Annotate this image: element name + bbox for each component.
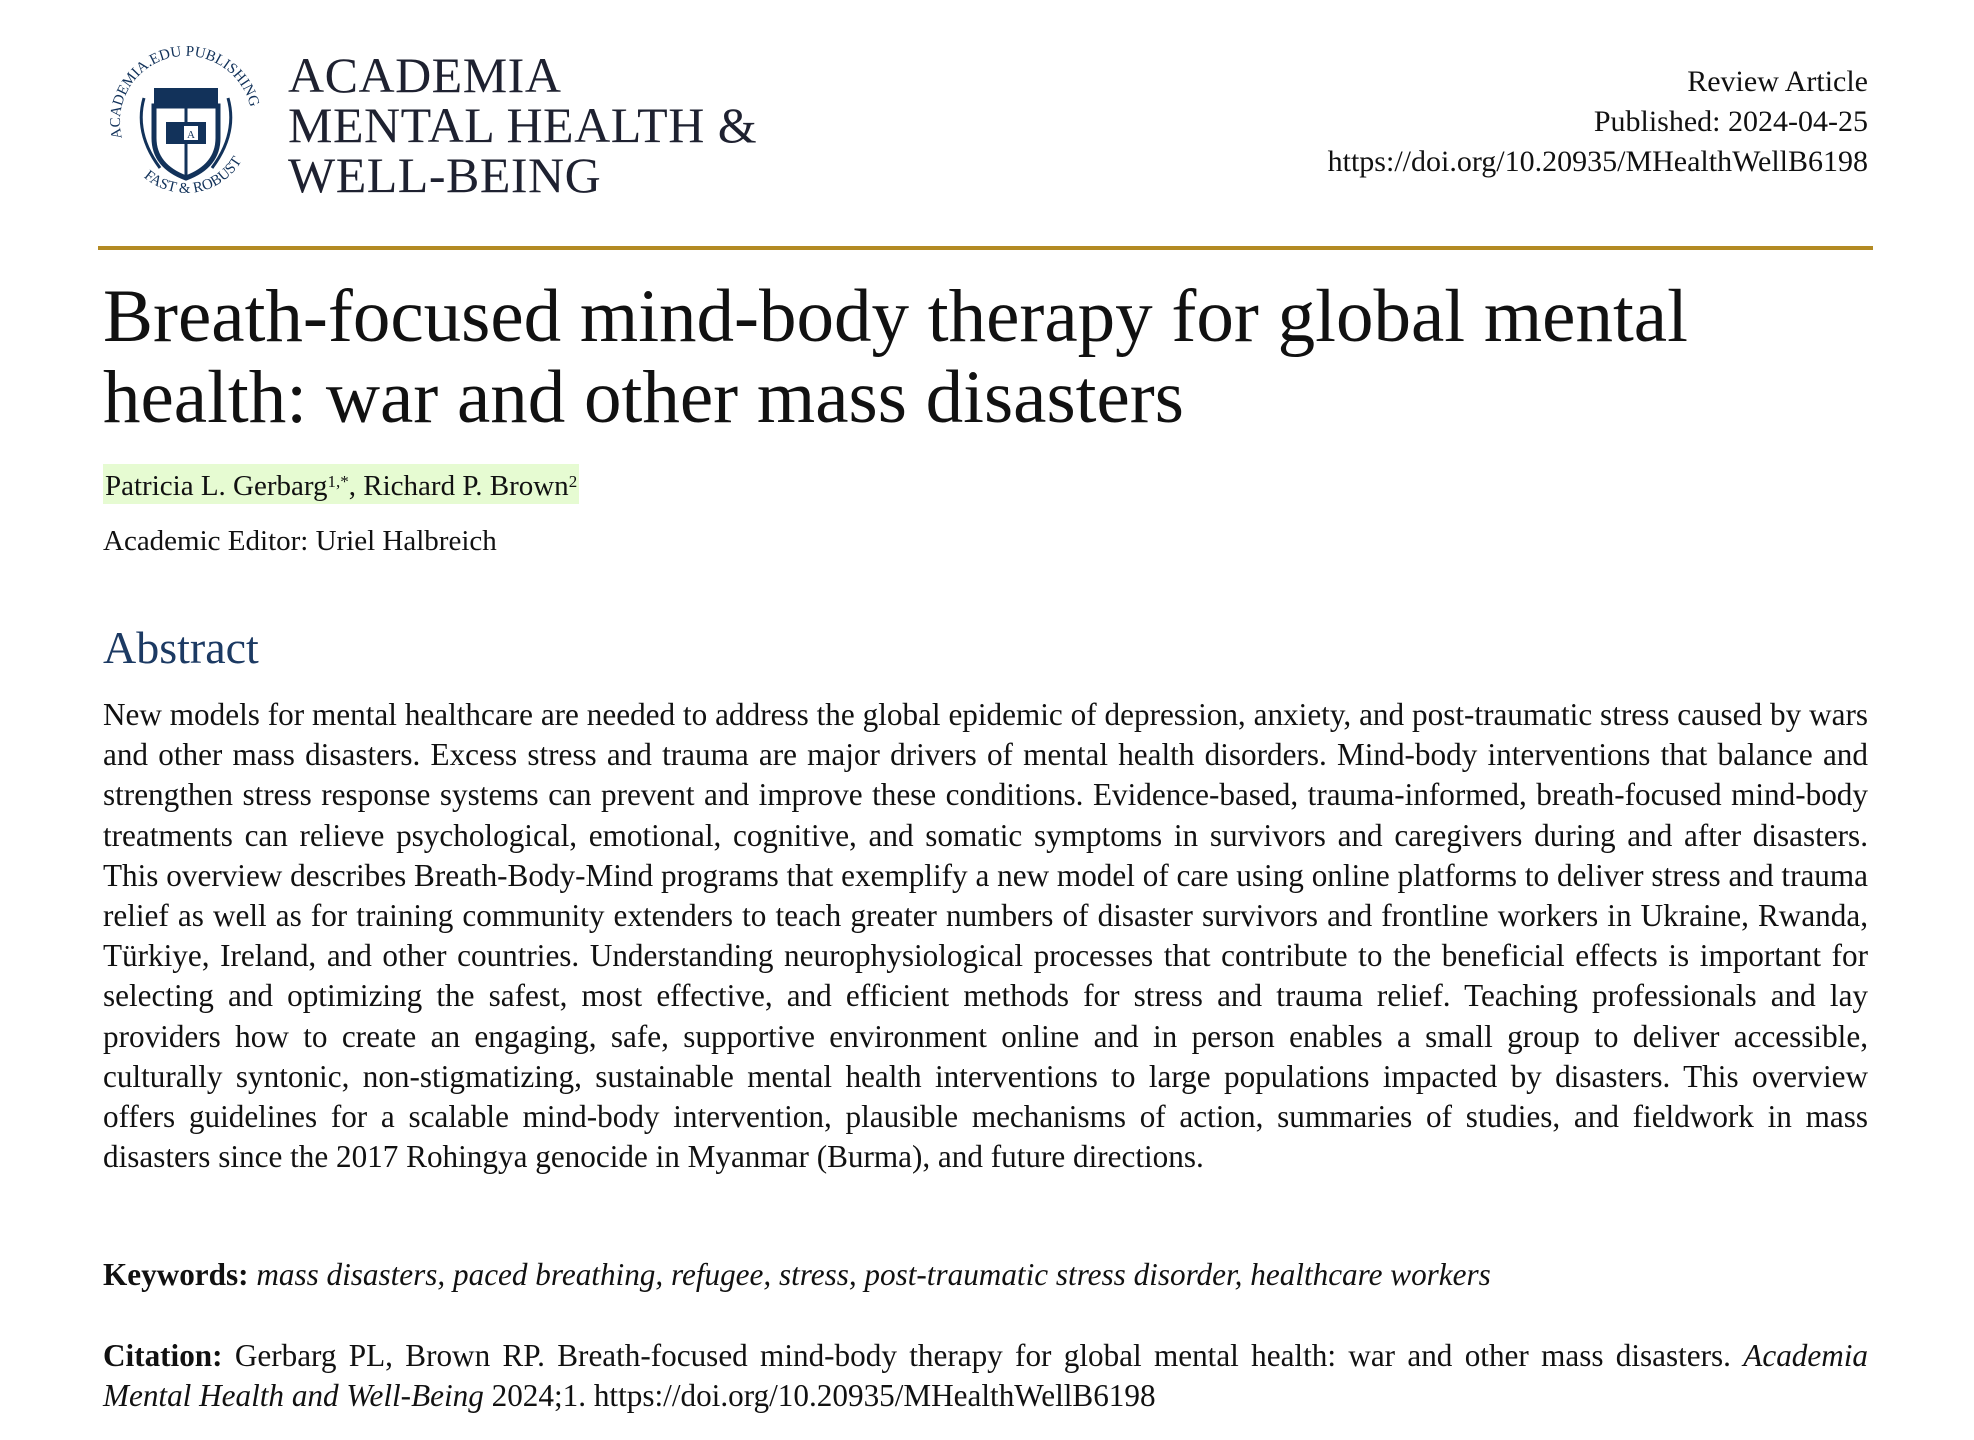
header-divider [98,246,1873,250]
article-title: Breath-focused mind-body therapy for global mental health: war and other mass disasters [103,275,1688,439]
journal-logo [100,38,272,210]
svg-text:ACADEMIA.EDU PUBLISHING: ACADEMIA.EDU PUBLISHING [107,43,263,141]
author-affiliation: 1,* [327,472,349,491]
journal-title-line: WELL-BEING [288,147,602,203]
academic-editor: Academic Editor: Uriel Halbreich [103,525,497,557]
svg-text:FAST & ROBUST: FAST & ROBUST [140,153,246,198]
abstract-text: New models for mental healthcare are needed to address the global epidemic of depression, anxiety, and post-traumatic stress caused by wars and other mass disasters. Excess stress and trauma are major drivers of mental health disorders. Mind-body interventions that balance and strengthen stress response systems can prevent and improve these conditions. Evidence-based, trauma-informed, breath-focused mind-body treatments can relieve psychological, emotional, cognitive, and somatic symptoms in survivors and caregivers during and after disasters. This overview describes Breath-Body-Mind programs that exemplify a new model of care using online platforms to deliver stress and trauma relief as well as for training community extenders to teach greater numbers of disaster survivors and frontline workers in Ukraine, Rwanda, Türkiye, Ireland, and other countries. Understanding neurophysiological processes that contribute to the beneficial effects is important for selecting and optimizing the safest, most effective, and efficient methods for stress and trauma relief. Teaching professionals and lay providers how to create an engaging, safe, supportive environment online and in person enables a small group to deliver accessible, culturally syntonic, non-stigmatizing, sustainable mental health interventions to large populations impacted by disasters. This overview offers guidelines for a scalable mind-body intervention, plausible mechanisms of action, summaries of studies, and fieldwork in mass disasters since the 2017 Rohingya genocide in Myanmar (Burma), and future directions. [103,697,1868,1175]
journal-title-line: ACADEMIA [288,47,562,103]
doi-link[interactable]: https://doi.org/10.20935/MHealthWellB6198 [1327,145,1868,178]
keywords-list: mass disasters, paced breathing, refugee, stress, post-traumatic stress disorder, healthcare workers [256,1257,1491,1292]
svg-text:A: A [187,129,195,141]
article-meta [1328,62,1868,182]
citation-label: Citation: [103,1338,223,1373]
citation-doi[interactable]: 2024;1. https://doi.org/10.20935/MHealthWellB6198 [491,1378,1156,1413]
citation [103,1336,1868,1416]
article-type: Review Article [1687,65,1868,98]
author-list [103,464,579,504]
author-affiliation: 2 [568,472,578,491]
citation-journal: Academia Mental Health and Well-Being [103,1338,1869,1413]
published-date: Published: 2024-04-25 [1593,105,1868,138]
keywords [103,1255,1868,1295]
author-name[interactable]: Richard P. Brown [363,470,569,502]
citation-text: Gerbarg PL, Brown RP. Breath-focused mind-body therapy for global mental health: war and other mass disasters. [234,1338,1731,1373]
author-name[interactable]: Patricia L. Gerbarg [105,470,328,502]
author-separator: , [348,470,364,502]
journal-title [288,47,758,203]
journal-title-line: MENTAL HEALTH & [288,97,758,153]
abstract-heading: Abstract [103,622,259,673]
keywords-label: Keywords: [103,1257,249,1292]
